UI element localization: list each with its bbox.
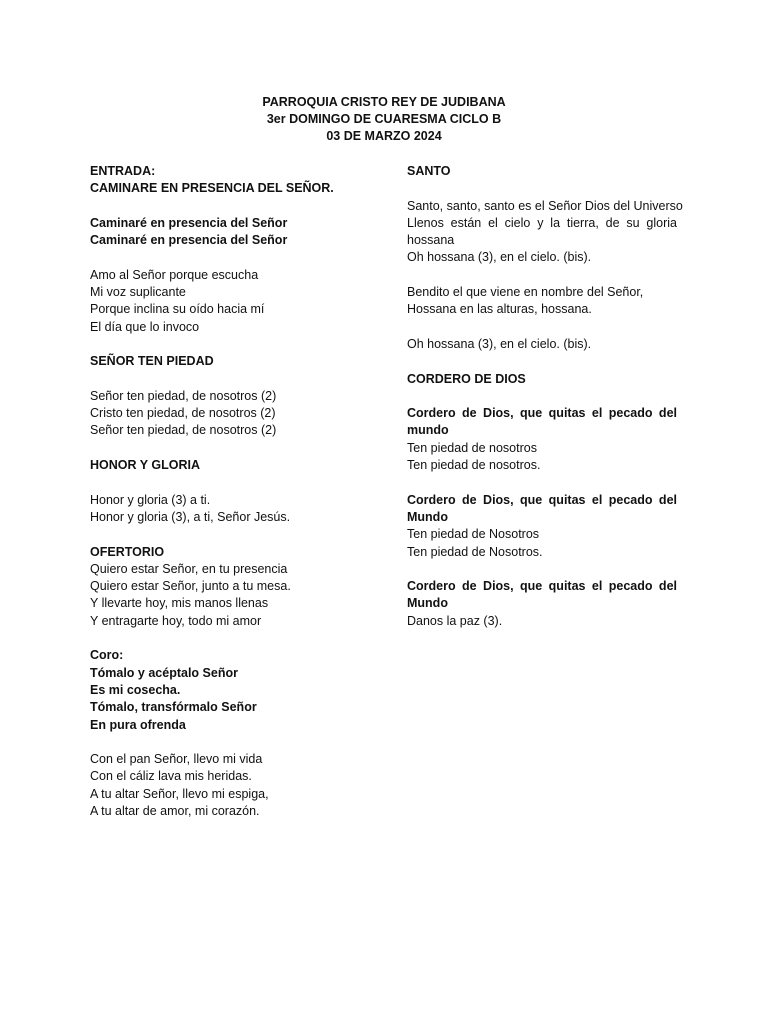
ofertorio-verse-line: A tu altar de amor, mi corazón. xyxy=(90,803,260,818)
cordero-response: Ten piedad de Nosotros. xyxy=(407,544,543,559)
cordero-response: Ten piedad de Nosotros xyxy=(407,527,540,542)
senor-line: Señor ten piedad, de nosotros (2) xyxy=(90,388,277,403)
entrada-title: CAMINARE EN PRESENCIA DEL SEÑOR. xyxy=(90,181,334,196)
cordero-heading: CORDERO DE DIOS xyxy=(407,371,526,386)
honor-line: Honor y gloria (3), a ti, Señor Jesús. xyxy=(90,509,291,524)
right-column xyxy=(407,163,683,630)
senor-line: Señor ten piedad, de nosotros (2) xyxy=(90,423,277,438)
entrada-verse-line: Amo al Señor porque escucha xyxy=(90,267,259,282)
santo-line: hossana xyxy=(407,233,455,248)
santo-line: Llenos están el cielo y la tierra, de su gloria xyxy=(407,215,677,230)
ofertorio-line: Quiero estar Señor, junto a tu mesa. xyxy=(90,579,291,594)
cordero-response: Danos la paz (3). xyxy=(407,613,503,628)
cordero-invocation: Mundo xyxy=(407,596,448,611)
santo-line: Hossana en las alturas, hossana. xyxy=(407,302,592,317)
cordero-invocation: Mundo xyxy=(407,509,448,524)
senor-heading: SEÑOR TEN PIEDAD xyxy=(90,354,214,369)
entrada-verse-line: El día que lo invoco xyxy=(90,319,200,334)
cordero-invocation: Cordero de Dios, que quitas el pecado del xyxy=(407,406,677,421)
honor-line: Honor y gloria (3) a ti. xyxy=(90,492,211,507)
cordero-response: Ten piedad de nosotros. xyxy=(407,458,541,473)
ofertorio-verse-line: Con el cáliz lava mis heridas. xyxy=(90,769,252,784)
coro-line: Tómalo, transfórmalo Señor xyxy=(90,700,257,715)
liturgy-title: 3er DOMINGO DE CUARESMA CICLO B xyxy=(266,112,502,126)
honor-heading: HONOR Y GLORIA xyxy=(90,458,200,473)
ofertorio-line: Y llevarte hoy, mis manos llenas xyxy=(90,596,269,611)
document-header xyxy=(0,94,768,145)
coro-label: Coro: xyxy=(90,648,124,663)
ofertorio-heading: OFERTORIO xyxy=(90,544,165,559)
entrada-chorus-line: Caminaré en presencia del Señor xyxy=(90,215,288,230)
senor-line: Cristo ten piedad, de nosotros (2) xyxy=(90,406,276,421)
coro-line: En pura ofrenda xyxy=(90,717,186,732)
date-title: 03 DE MARZO 2024 xyxy=(326,129,442,143)
entrada-chorus-line: Caminaré en presencia del Señor xyxy=(90,233,288,248)
parish-title: PARROQUIA CRISTO REY DE JUDIBANA xyxy=(262,95,506,109)
coro-line: Tómalo y acéptalo Señor xyxy=(90,665,238,680)
cordero-invocation: Cordero de Dios, que quitas el pecado del xyxy=(407,579,677,594)
santo-heading: SANTO xyxy=(407,164,451,178)
entrada-heading: ENTRADA: xyxy=(90,164,156,178)
ofertorio-line: Y entragarte hoy, todo mi amor xyxy=(90,613,262,628)
left-column xyxy=(90,163,390,820)
santo-line: Oh hossana (3), en el cielo. (bis). xyxy=(407,250,592,265)
cordero-response: Ten piedad de nosotros xyxy=(407,440,537,455)
cordero-invocation: Cordero de Dios, que quitas el pecado del xyxy=(407,492,677,507)
entrada-verse-line: Mi voz suplicante xyxy=(90,285,186,300)
santo-line: Bendito el que viene en nombre del Señor, xyxy=(407,285,644,300)
ofertorio-line: Quiero estar Señor, en tu presencia xyxy=(90,561,288,576)
ofertorio-verse-line: Con el pan Señor, llevo mi vida xyxy=(90,752,263,767)
ofertorio-verse-line: A tu altar Señor, llevo mi espiga, xyxy=(90,786,269,801)
santo-line: Santo, santo, santo es el Señor Dios del Universo xyxy=(407,198,683,213)
cordero-invocation: mundo xyxy=(407,423,449,438)
coro-line: Es mi cosecha. xyxy=(90,682,181,697)
entrada-verse-line: Porque inclina su oído hacia mí xyxy=(90,302,265,317)
santo-line: Oh hossana (3), en el cielo. (bis). xyxy=(407,336,592,351)
